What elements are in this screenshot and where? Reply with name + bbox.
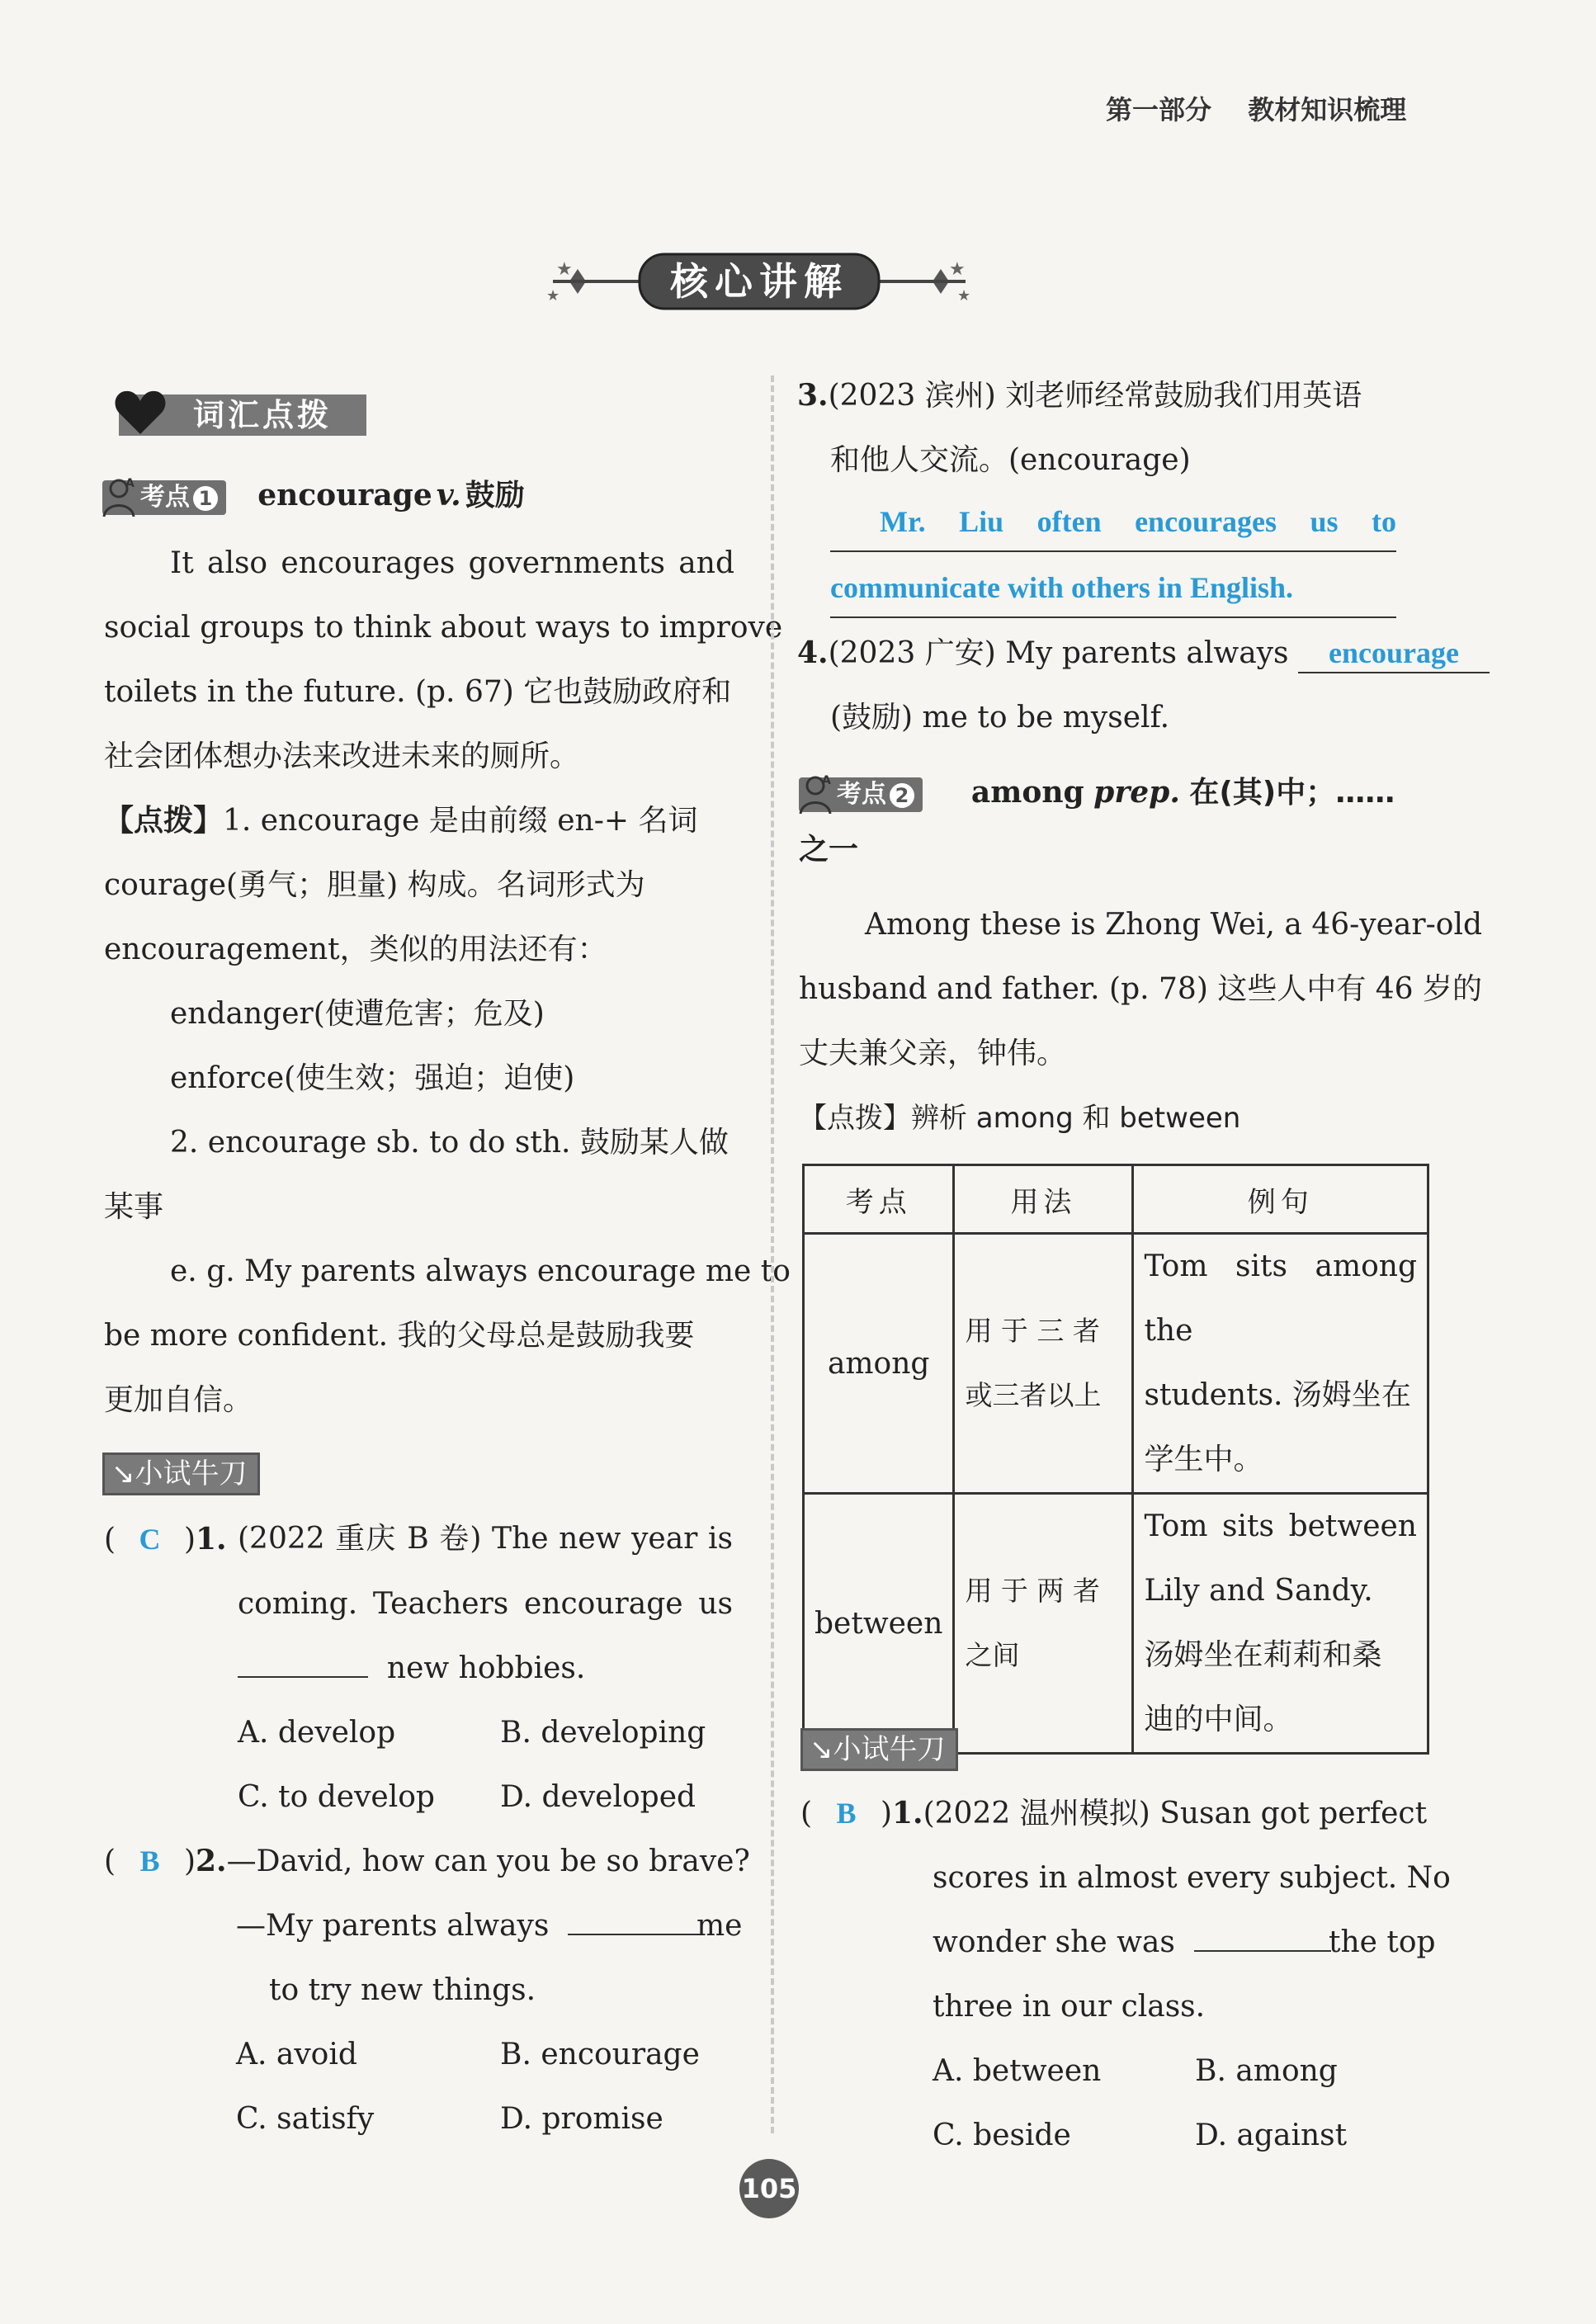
tip-line: endanger(使遭危害；危及) <box>170 997 545 1031</box>
tip-line: 某事 <box>104 1190 164 1224</box>
option-d[interactable]: D. promise <box>500 2102 663 2136</box>
table-cell-usage: 用 于 三 者 或三者以上 <box>954 1234 1133 1494</box>
question-text: 和他人交流。(encourage) <box>830 443 1191 477</box>
point2-pos: prep. <box>1093 775 1180 810</box>
point1-example <box>104 531 783 789</box>
point1-word: encourage <box>257 478 432 513</box>
point2-badge: A 考点 2 <box>799 777 923 812</box>
question-text: scores in almost every subject. No <box>933 1861 1451 1895</box>
practice-badge-right: ↘小试牛刀 <box>800 1728 958 1771</box>
point2-word: among <box>970 775 1084 810</box>
question-text: me <box>696 1909 743 1943</box>
option-c[interactable]: C. satisfy <box>236 2102 375 2136</box>
answer-blank: encourage <box>1298 634 1490 673</box>
left-question-2: ( B )2.—David, how can you be so brave? —My parents always me to try new things. A. avoid B. encourage C. satisfy D. promise <box>104 1829 739 2152</box>
header-part: 第一部分 <box>1106 94 1212 125</box>
question-number: 1. <box>196 1522 227 1556</box>
vocab-section-header <box>102 388 375 439</box>
table-header-row <box>804 1165 1428 1234</box>
question-text: (2022 温州模拟) Susan got perfect <box>923 1797 1428 1830</box>
left-question-1: ( C )1. (2022 重庆 B 卷) The new year is coming. Teachers encourage us new hobbies. A. develop B. developing C. to develop D. developed <box>104 1507 739 1830</box>
point2-meaning-cont: 之一 <box>799 833 859 867</box>
page-number: 105 <box>739 2159 799 2218</box>
point1-pos: v. <box>436 478 461 513</box>
question-text: to try new things. <box>269 1973 536 2007</box>
svg-text:★: ★ <box>556 259 573 280</box>
table-row <box>804 1494 1428 1754</box>
table-header: 考点 <box>804 1165 954 1234</box>
table-cell-usage: 用 于 两 者 之间 <box>954 1494 1133 1754</box>
example-line: 丈夫兼父亲，钟伟。 <box>799 1037 1067 1070</box>
option-b[interactable]: B. developing <box>500 1716 706 1750</box>
question-text: (2022 重庆 B 卷) The new year is <box>238 1522 733 1556</box>
point1-tip <box>104 789 791 1433</box>
table-cell-example: Tom sits among the students. 汤姆坐在 学生中。 <box>1133 1234 1428 1494</box>
arrow-icon: ↘ <box>810 1733 833 1766</box>
tip-line: 2. encourage sb. to do sth. 鼓励某人做 <box>170 1126 729 1160</box>
question-text: coming. Teachers encourage us <box>238 1587 733 1621</box>
core-banner <box>545 244 974 319</box>
tip-line: be more confident. 我的父母总是鼓励我要 <box>104 1319 695 1353</box>
option-a[interactable]: A. between <box>933 2054 1102 2088</box>
question-text: new hobbies. <box>386 1651 586 1685</box>
tip-line: courage(勇气；胆量) 构成。名词形式为 <box>104 868 645 902</box>
banner-title: 核心讲解 <box>670 259 848 304</box>
question-text: (鼓励) me to be myself. <box>830 701 1170 735</box>
right-question-3 <box>797 363 1424 618</box>
student-icon <box>799 772 837 815</box>
option-b[interactable]: B. encourage <box>500 2038 700 2071</box>
table-cell-example: Tom sits between Lily and Sandy. 汤姆坐在莉莉和桑 迪的中间。 <box>1133 1494 1428 1754</box>
point2-meaning: 在(其)中；…… <box>1189 776 1395 810</box>
table-cell-word: among <box>804 1234 954 1494</box>
svg-text:A: A <box>125 477 135 490</box>
option-c[interactable]: C. beside <box>933 2119 1071 2152</box>
svg-text:A: A <box>822 774 831 787</box>
example-line: It also encourages governments and <box>170 546 734 580</box>
option-d[interactable]: D. against <box>1195 2119 1348 2152</box>
question-number: 2. <box>196 1844 227 1878</box>
question-text: (2023 广安) My parents always <box>828 636 1289 670</box>
question-text: —David, how can you be so brave? <box>226 1845 750 1878</box>
point2-example <box>799 893 1483 1150</box>
point1-heading <box>102 472 525 515</box>
table-header: 例句 <box>1133 1165 1428 1234</box>
table-header: 用法 <box>954 1165 1133 1234</box>
example-line: toilets in the future. (p. 67) 它也鼓励政府和 <box>104 675 732 709</box>
answer-line: communicate with others in English. <box>830 559 1396 618</box>
point1-badge: A 考点 1 <box>102 480 226 515</box>
option-a[interactable]: A. avoid <box>236 2038 357 2071</box>
tip-line: enforce(使生效；强迫；迫使) <box>170 1061 575 1095</box>
answer-mark: B <box>836 1797 857 1830</box>
option-b[interactable]: B. among <box>1195 2054 1338 2088</box>
header-title: 教材知识梳理 <box>1248 94 1407 125</box>
table-row <box>804 1234 1428 1494</box>
answer-line: Mr. Liu often encourages us to <box>830 493 1396 552</box>
option-d[interactable]: D. developed <box>500 1780 696 1814</box>
tip-line: 1. encourage 是由前缀 en-+ 名词 <box>223 804 698 838</box>
vocab-section-label: 词汇点拨 <box>193 397 333 433</box>
example-line: 社会团体想办法来改进未来的厕所。 <box>104 739 580 773</box>
arrow-icon: ↘ <box>111 1457 135 1490</box>
question-text: wonder she was <box>933 1925 1175 1959</box>
comparison-table <box>802 1164 1429 1755</box>
running-header <box>1106 89 1406 127</box>
point1-meaning: 鼓励 <box>465 479 525 513</box>
question-text: three in our class. <box>933 1990 1206 2024</box>
svg-text:★: ★ <box>546 287 560 305</box>
question-text: the top <box>1329 1925 1436 1959</box>
tip-line: e. g. My parents always encourage me to <box>170 1254 791 1288</box>
svg-text:★: ★ <box>957 287 971 305</box>
question-text: —My parents always <box>236 1909 550 1943</box>
student-icon <box>102 475 140 518</box>
point2-heading <box>799 768 1426 882</box>
practice-badge-left: ↘小试牛刀 <box>102 1452 260 1495</box>
example-line: Among these is Zhong Wei, a 46-year-old <box>865 908 1483 942</box>
question-number: 1. <box>892 1796 923 1830</box>
tip-line: encouragement，类似的用法还有： <box>104 933 607 966</box>
example-line: husband and father. (p. 78) 这些人中有 46 岁的 <box>799 972 1483 1006</box>
tip-label: 【点拨】 <box>104 804 224 838</box>
question-number: 3. <box>797 378 829 413</box>
option-c[interactable]: C. to develop <box>238 1780 435 1814</box>
tip-line: 更加自信。 <box>104 1383 253 1417</box>
table-cell-word: between <box>804 1494 954 1754</box>
right-question-4 <box>797 621 1459 750</box>
answer-mark: C <box>139 1523 161 1556</box>
right-question-1: ( B )1.(2022 温州模拟) Susan got perfect scores in almost every subject. No wonder she was the top three in our class. A. between B. among C. beside D. against <box>800 1781 1436 2168</box>
answer-mark: B <box>139 1845 160 1878</box>
example-line: social groups to think about ways to improve <box>104 611 783 645</box>
option-a[interactable]: A. develop <box>238 1716 396 1750</box>
question-number: 4. <box>797 635 829 670</box>
column-divider <box>771 376 774 2133</box>
svg-text:★: ★ <box>949 259 966 280</box>
heart-icon <box>114 388 167 437</box>
question-text: (2023 滨州) 刘老师经常鼓励我们用英语 <box>828 379 1362 413</box>
point2-tip: 【点拨】辨析 among 和 between <box>799 1102 1241 1135</box>
